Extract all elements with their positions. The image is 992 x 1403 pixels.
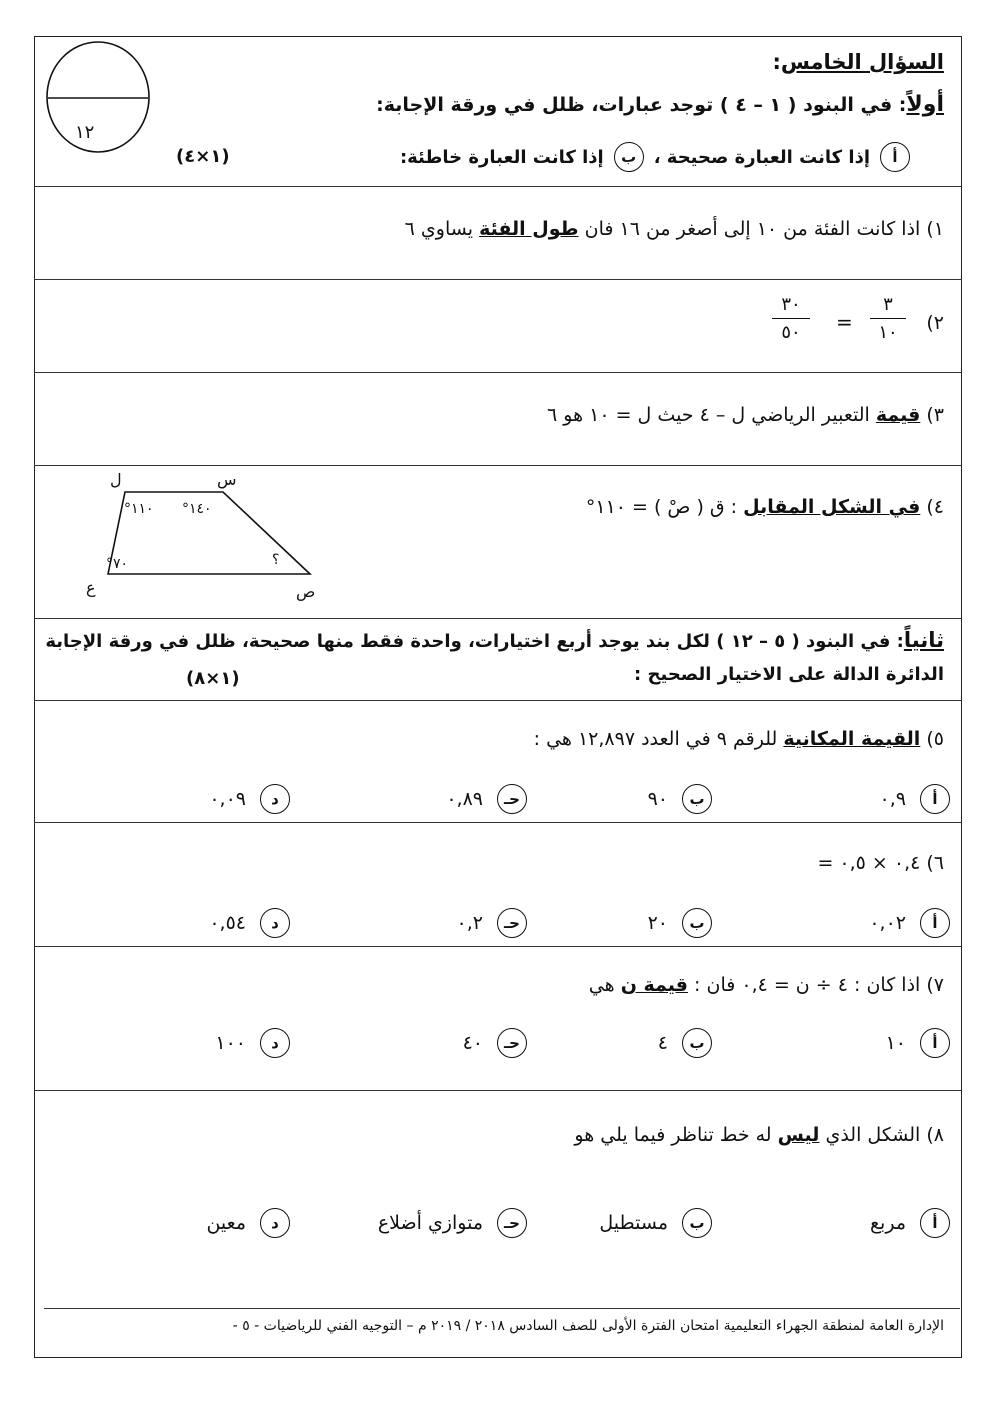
q6-option-c[interactable]: حـ ٠,٢: [457, 908, 527, 938]
true-false-legend: أ إذا كانت العبارة صحيحة ، ب إذا كانت العبارة خاطئة:: [400, 142, 910, 172]
option-b-circle[interactable]: ب: [682, 908, 712, 938]
divider: [34, 279, 962, 280]
q8-option-c[interactable]: حـ متوازي أضلاع: [378, 1208, 527, 1238]
angle-140-label: ١٤٠°: [182, 501, 212, 517]
question-1: ١) اذا كانت الفئة من ١٠ إلى أصغر من ١٦ فان طول الفئة يساوي ٦: [404, 218, 944, 240]
option-d-circle[interactable]: د: [260, 908, 290, 938]
option-a-circle[interactable]: أ: [920, 784, 950, 814]
q5-option-b[interactable]: ب ٩٠: [648, 784, 712, 814]
option-a-circle[interactable]: أ: [920, 908, 950, 938]
option-b-circle[interactable]: ب: [682, 1208, 712, 1238]
option-b-circle: ب: [614, 142, 644, 172]
option-c-circle[interactable]: حـ: [497, 908, 527, 938]
q6-option-d[interactable]: د ٠,٥٤: [209, 908, 290, 938]
part2-instruction-line2: الدائرة الدالة على الاختيار الصحيح :: [634, 664, 944, 685]
trapezoid-figure: [80, 470, 330, 610]
footer-divider: [44, 1308, 960, 1309]
q8-option-d[interactable]: د معين: [206, 1208, 290, 1238]
q5-option-a[interactable]: أ ٠,٩: [880, 784, 950, 814]
score-total: ١٢: [75, 122, 95, 143]
angle-unknown-label: ؟: [272, 552, 280, 568]
question-title: السؤال الخامس:: [772, 50, 944, 74]
divider: [34, 186, 962, 187]
q6-option-a[interactable]: أ ٠,٠٢: [869, 908, 950, 938]
q5-option-c[interactable]: حـ ٠,٨٩: [446, 784, 527, 814]
vertex-a: ع: [86, 578, 96, 597]
divider: [34, 1090, 962, 1091]
option-b-circle[interactable]: ب: [682, 784, 712, 814]
footer-text: الإدارة العامة لمنطقة الجهراء التعليمية امتحان الفترة الأولى للصف السادس ٢٠١٨ / ٢٠١٩ م – التوجيه الفني للرياضيات - ٥ -: [232, 1318, 944, 1334]
angle-70-label: ٧٠°: [106, 556, 129, 572]
divider: [34, 372, 962, 373]
divider: [34, 946, 962, 947]
part2-marks: (١×٨): [186, 668, 240, 689]
q7-option-b[interactable]: ب ٤: [658, 1028, 712, 1058]
vertex-l: ل: [110, 470, 122, 489]
part2-instruction: ثانياً: في البنود ( ٥ – ١٢ ) لكل بند يوجد أربع اختيارات، واحدة فقط منها صحيحة، ظلل في ورقة الإجابة: [45, 628, 944, 652]
option-c-circle[interactable]: حـ: [497, 1208, 527, 1238]
option-a-circle[interactable]: أ: [920, 1208, 950, 1238]
q7-option-c[interactable]: حـ ٤٠: [463, 1028, 527, 1058]
part1-marks: (١×٤): [176, 146, 230, 167]
question-6: ٦) ٠,٤ × ٠,٥ =: [817, 852, 944, 874]
option-c-circle[interactable]: حـ: [497, 784, 527, 814]
divider: [34, 822, 962, 823]
equals-sign: =: [836, 310, 853, 334]
divider: [34, 618, 962, 619]
angle-110-label: ١١٠°: [124, 501, 154, 517]
question-4: ٤) في الشكل المقابل : ق ( صْ ) = ١١٠°: [585, 496, 944, 518]
option-a-circle: أ: [880, 142, 910, 172]
question-7: ٧) اذا كان : ٤ ÷ ن = ٠,٤ فان : قيمة ن هي: [588, 974, 944, 996]
divider: [34, 465, 962, 466]
option-d-circle[interactable]: د: [260, 784, 290, 814]
q8-option-a[interactable]: أ مربع: [870, 1208, 950, 1238]
option-d-circle[interactable]: د: [260, 1208, 290, 1238]
q5-option-d[interactable]: د ٠,٠٩: [209, 784, 290, 814]
option-a-circle[interactable]: أ: [920, 1028, 950, 1058]
q7-option-d[interactable]: د ١٠٠: [215, 1028, 290, 1058]
q8-option-b[interactable]: ب مستطيل: [599, 1208, 712, 1238]
option-c-circle[interactable]: حـ: [497, 1028, 527, 1058]
part1-instruction: أولاً: في البنود ( ١ – ٤ ) توجد عبارات، ظلل في ورقة الإجابة:: [376, 92, 944, 117]
fraction-right: ٣ ١٠: [870, 294, 906, 343]
question-5: ٥) القيمة المكانية للرقم ٩ في العدد ١٢,٨٩٧ هي :: [533, 728, 944, 750]
question-2-number: ٢): [926, 312, 944, 334]
option-b-circle[interactable]: ب: [682, 1028, 712, 1058]
question-8: ٨) الشكل الذي ليس له خط تناظر فيما يلي هو: [574, 1124, 944, 1146]
question-3: ٣) قيمة التعبير الرياضي ل – ٤ حيث ل = ١٠ هو ٦: [547, 404, 944, 426]
vertex-sad: ص: [296, 582, 316, 601]
q6-option-b[interactable]: ب ٢٠: [648, 908, 712, 938]
divider: [34, 700, 962, 701]
option-d-circle[interactable]: د: [260, 1028, 290, 1058]
score-circle: [44, 38, 152, 156]
fraction-left: ٣٠ ٥٠: [772, 294, 810, 343]
q7-option-a[interactable]: أ ١٠: [886, 1028, 950, 1058]
vertex-s: س: [217, 470, 237, 489]
